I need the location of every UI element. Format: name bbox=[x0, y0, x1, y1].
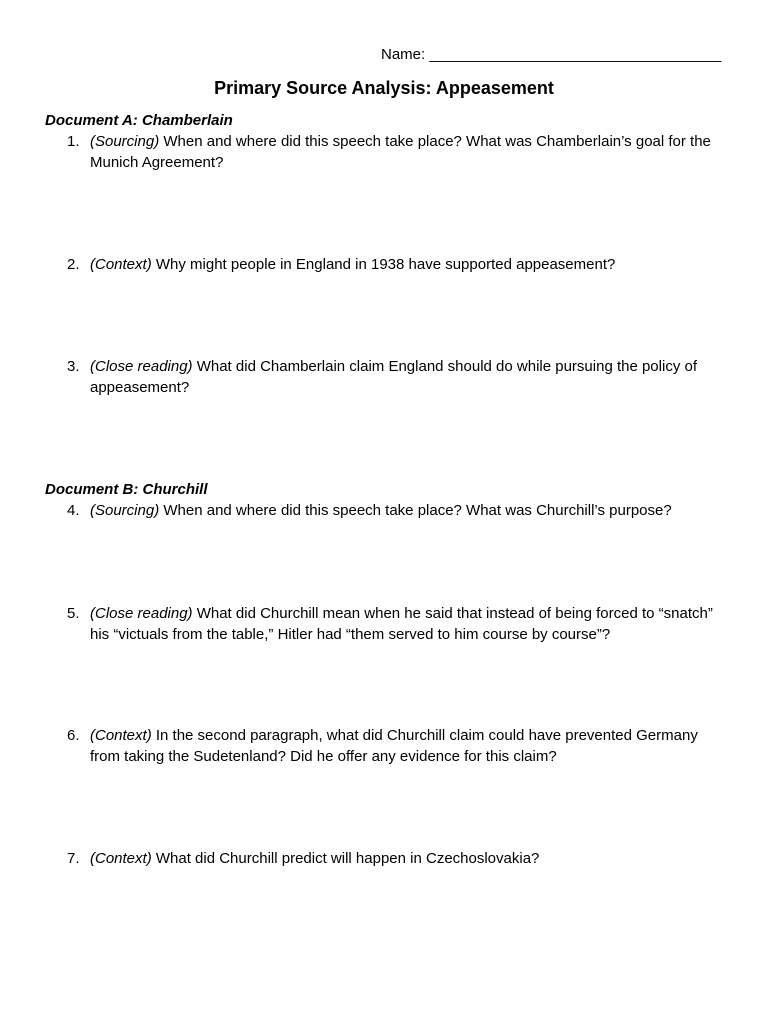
question-number: 6. bbox=[67, 727, 80, 744]
question-tag: (Context) bbox=[90, 850, 152, 867]
question-tag: (Close reading) bbox=[90, 358, 193, 375]
page-title: Primary Source Analysis: Appeasement bbox=[214, 78, 554, 98]
document-a-heading: Document A: Chamberlain bbox=[45, 112, 233, 129]
document-b-heading: Document B: Churchill bbox=[45, 481, 208, 498]
question-number: 2. bbox=[67, 256, 80, 273]
question-text: Why might people in England in 1938 have supported appeasement? bbox=[151, 256, 616, 273]
question-text-block bbox=[90, 725, 722, 767]
question-tag: (Sourcing) bbox=[90, 502, 160, 519]
question-text: What did Churchill mean when he said that instead of being forced to “snatch” his “victuals from the table,” Hitler had “them served to him course by course”? bbox=[90, 605, 713, 643]
question-number: 3. bbox=[67, 358, 80, 375]
name-field[interactable]: Name: ___________________________________ bbox=[381, 46, 722, 63]
question-number: 7. bbox=[67, 850, 80, 867]
question-tag: (Context) bbox=[90, 256, 152, 273]
question-text: When and where did this speech take place? What was Churchill’s purpose? bbox=[159, 502, 672, 519]
question-text: In the second paragraph, what did Churchill claim could have prevented Germany from taking the Sudetenland? Did he offer any evidence for this claim? bbox=[90, 727, 698, 765]
question-text-block bbox=[90, 848, 722, 869]
question-text-block bbox=[90, 356, 722, 398]
question-number: 4. bbox=[67, 502, 80, 519]
question-text: What did Chamberlain claim England should do while pursuing the policy of appeasement? bbox=[90, 358, 697, 396]
question-number: 5. bbox=[67, 605, 80, 622]
question-tag: (Close reading) bbox=[90, 605, 193, 622]
question-text-block bbox=[90, 254, 722, 275]
question-text-block bbox=[90, 500, 722, 521]
question-tag: (Sourcing) bbox=[90, 133, 160, 150]
question-text: What did Churchill predict will happen in Czechoslovakia? bbox=[151, 850, 540, 867]
question-text: When and where did this speech take place? What was Chamberlain’s goal for the Munich Agreement? bbox=[90, 133, 711, 171]
question-number: 1. bbox=[67, 133, 80, 150]
question-text-block bbox=[90, 131, 722, 173]
question-text-block bbox=[90, 603, 722, 645]
question-tag: (Context) bbox=[90, 727, 152, 744]
